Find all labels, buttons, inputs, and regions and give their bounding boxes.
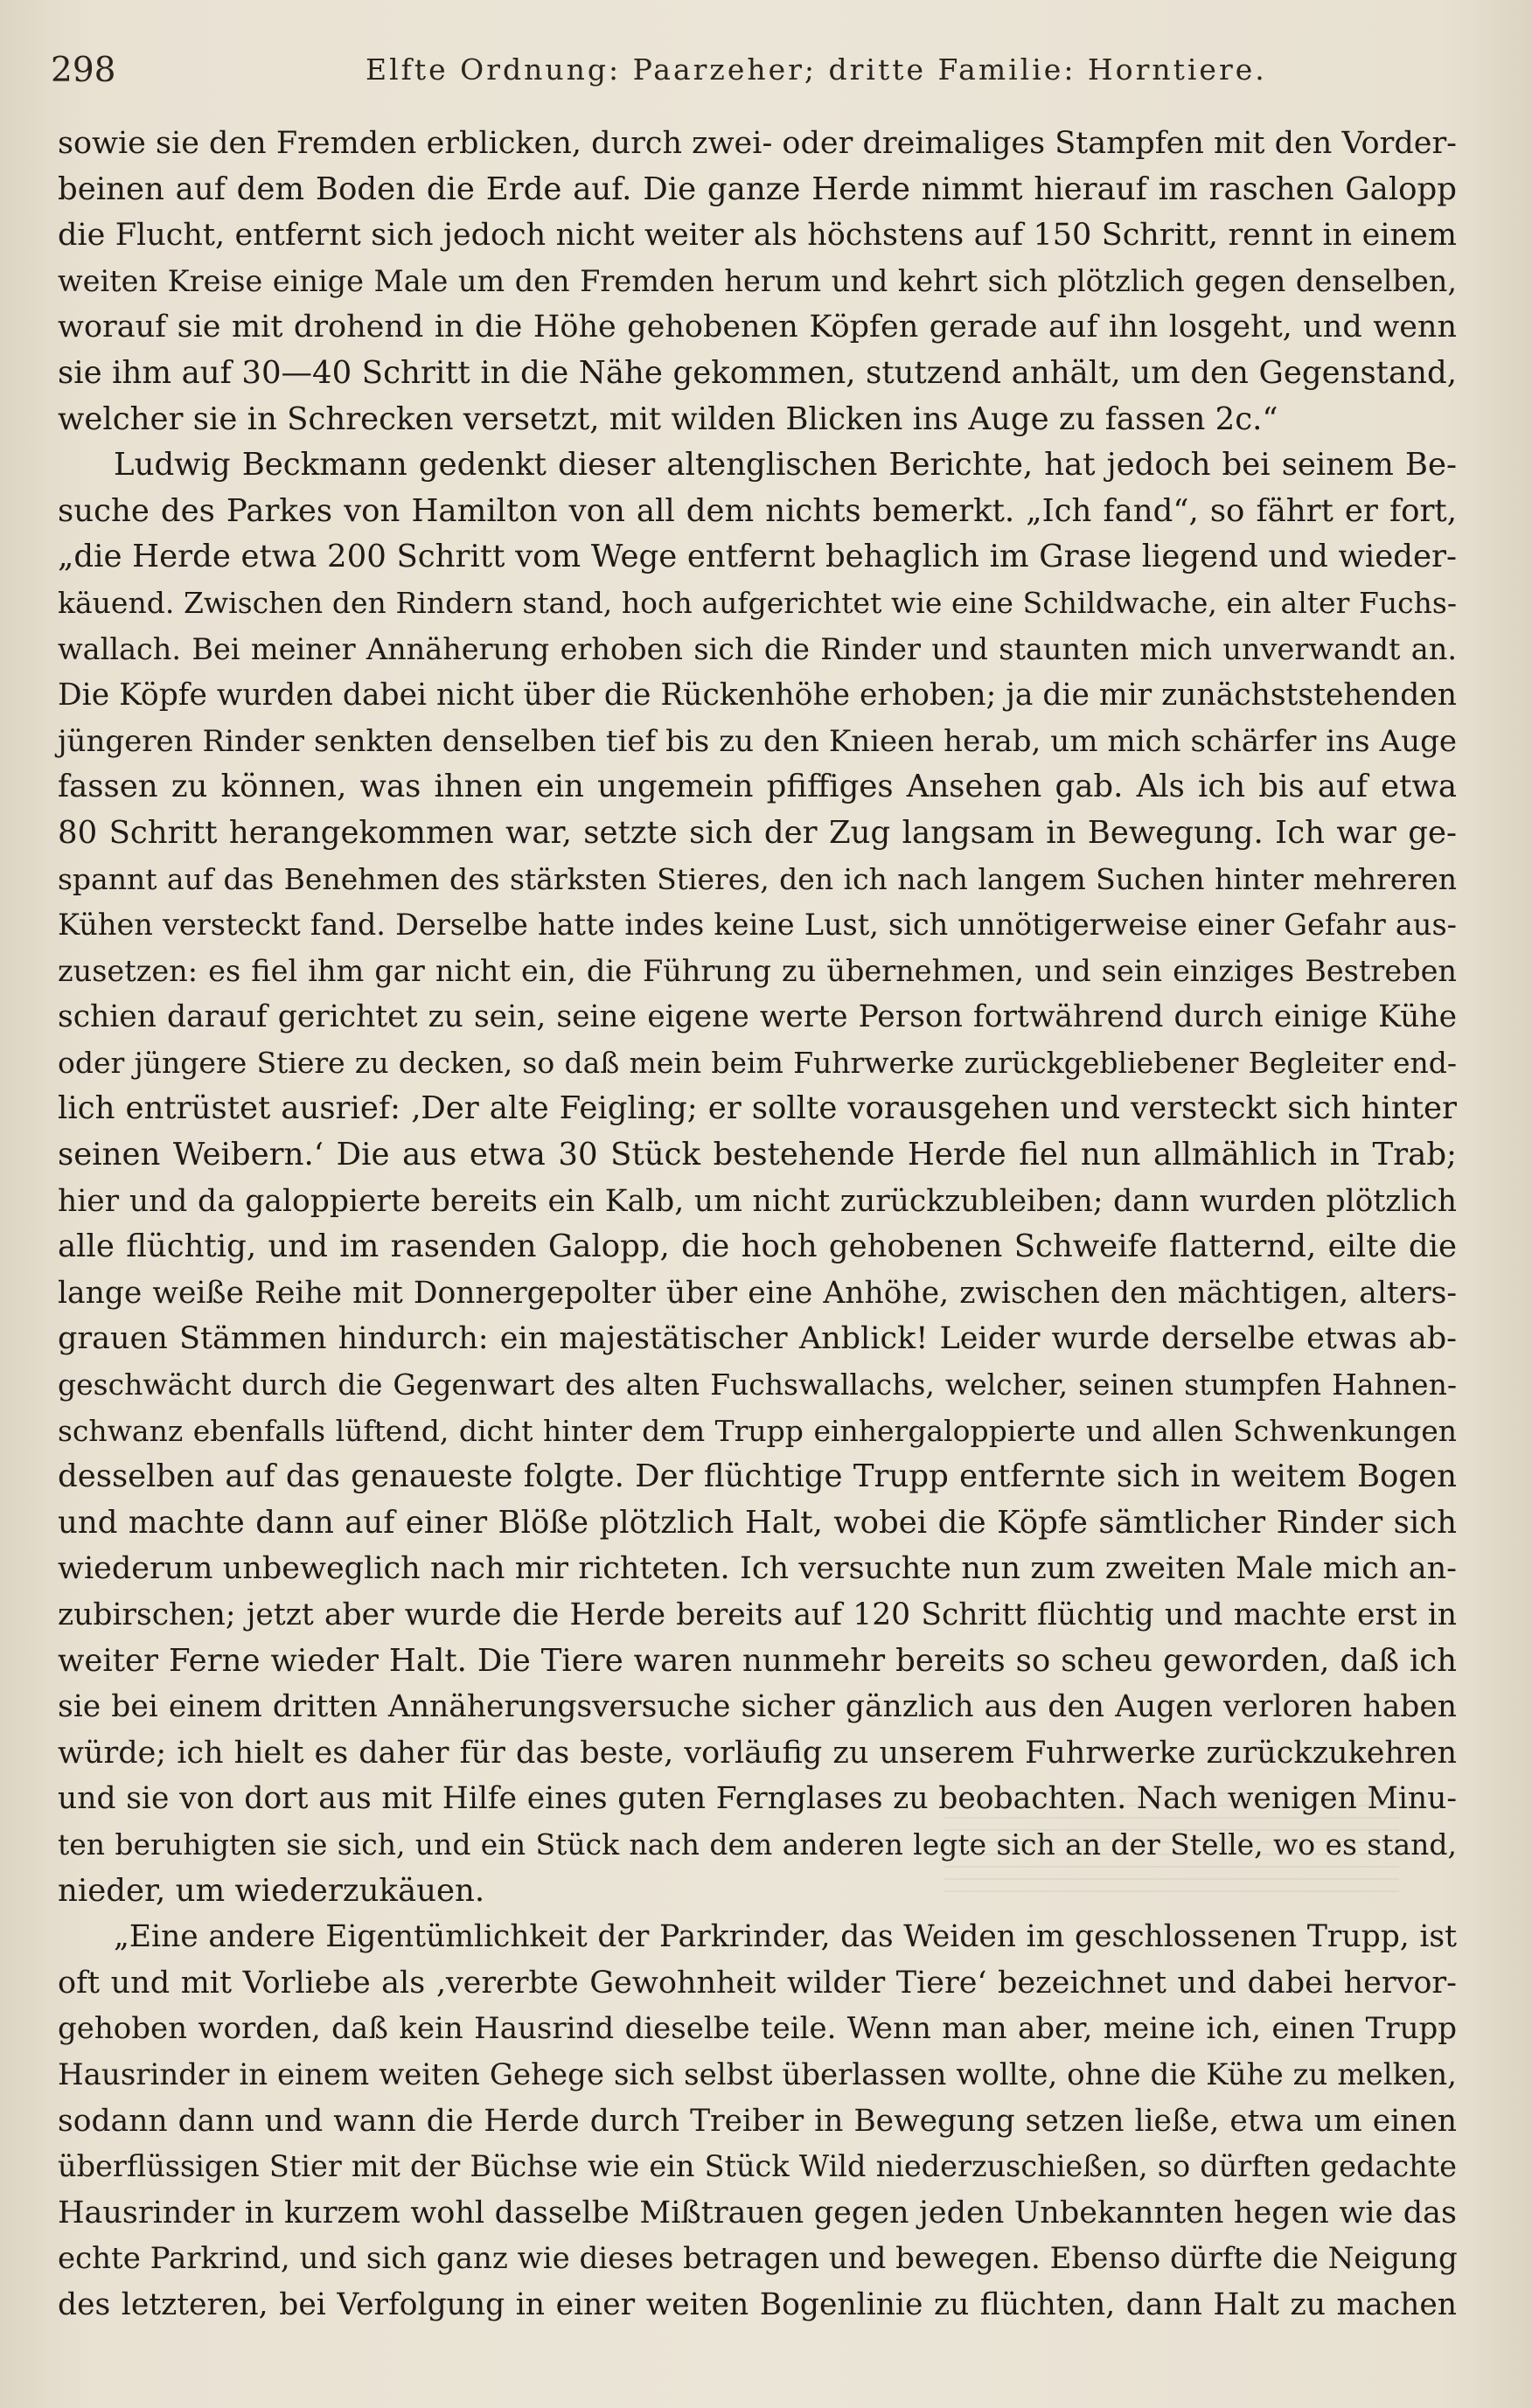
- text-line: nieder, um wiederzukäuen.: [58, 1872, 485, 1909]
- page-number: 298: [51, 51, 116, 90]
- text-line: zubirschen; jetzt aber wurde die Herde bereits auf 120 Schritt flüchtig und machte erst in: [58, 1597, 1457, 1632]
- text-line: „die Herde etwa 200 Schritt vom Wege entfernt behaglich im Grase liegend und wieder-: [58, 539, 1457, 575]
- paragraph: [58, 442, 1457, 1914]
- text-line: lange weiße Reihe mit Donnergepolter über eine Anhöhe, zwischen den mächtigen, alters-: [58, 1275, 1457, 1311]
- text-line: sowie sie den Fremden erblicken, durch zwei- oder dreimaliges Stampfen mit den Vorder-: [58, 126, 1457, 161]
- text-line: oder jüngere Stiere zu decken, so daß mein beim Fuhrwerke zurückgebliebener Begleiter end-: [58, 1045, 1457, 1080]
- text-line: fassen zu können, was ihnen ein ungemein pfiffiges Ansehen gab. Als ich bis auf etwa: [58, 769, 1457, 805]
- text-line: sodann dann und wann die Herde durch Treiber in Bewegung setzen ließe, etwa um einen: [58, 2103, 1457, 2139]
- text-line: ten beruhigten sie sich, und ein Stück nach dem anderen legte sich an der Stelle, wo es stand,: [58, 1827, 1457, 1862]
- text-line: suche des Parkes von Hamilton von all dem nichts bemerkt. „Ich fand“, so fährt er fort,: [58, 492, 1457, 529]
- page-header: [51, 45, 1462, 98]
- text-line: des letzteren, bei Verfolgung in einer weiten Bogenlinie zu flüchten, dann Halt zu machen: [58, 2286, 1457, 2322]
- text-line: „Eine andere Eigentümlichkeit der Parkrinder, das Weiden im geschlossenen Trupp, ist: [114, 1919, 1457, 1955]
- text-line: grauen Stämmen hindurch: ein majestätischer Anblick! Leider wurde derselbe etwas ab-: [58, 1321, 1457, 1357]
- paragraph: [58, 121, 1457, 442]
- text-line: lich entrüstet ausrief: ‚Der alte Feigling; er sollte vorausgehen und versteckt sich hinter: [58, 1090, 1457, 1127]
- text-line: Ludwig Beckmann gedenkt dieser altenglischen Berichte, hat jedoch bei seinem Be-: [114, 447, 1457, 484]
- text-line: und sie von dort aus mit Hilfe eines guten Fernglases zu beobachten. Nach wenigen Minu-: [58, 1781, 1457, 1817]
- text-line: beinen auf dem Boden die Erde auf. Die ganze Herde nimmt hierauf im raschen Galopp: [58, 171, 1457, 207]
- text-line: weiten Kreise einige Male um den Fremden herum und kehrt sich plötzlich gegen denselben,: [58, 263, 1457, 298]
- text-line: welcher sie in Schrecken versetzt, mit wilden Blicken ins Auge zu fassen 2c.“: [58, 400, 1278, 437]
- body-text: [58, 121, 1457, 2328]
- text-line: zusetzen: es fiel ihm gar nicht ein, die Führung zu übernehmen, und sein einziges Bestreben: [58, 953, 1457, 988]
- paragraph: [58, 1914, 1457, 2328]
- text-line: käuend. Zwischen den Rindern stand, hoch aufgerichtet wie eine Schildwache, ein alter Fuchs-: [58, 585, 1457, 620]
- text-line: Hausrinder in kurzem wohl dasselbe Mißtrauen gegen jeden Unbekannten hegen wie das: [58, 2195, 1457, 2231]
- text-line: oft und mit Vorliebe als ‚vererbte Gewohnheit wilder Tiere‘ bezeichnet und dabei hervor-: [58, 1965, 1457, 2001]
- text-line: echte Parkrind, und sich ganz wie dieses betragen und bewegen. Ebenso dürfte die Neigung: [58, 2241, 1458, 2277]
- text-line: wallach. Bei meiner Annäherung erhoben sich die Rinder und staunten mich unverwandt an.: [58, 631, 1457, 666]
- text-line: Hausrinder in einem weiten Gehege sich selbst überlassen wollte, ohne die Kühe zu melken,: [58, 2057, 1457, 2092]
- text-line: hier und da galoppierte bereits ein Kalb, um nicht zurückzubleiben; dann wurden plötzlich: [58, 1183, 1457, 1219]
- text-line: desselben auf das genaueste folgte. Der flüchtige Trupp entfernte sich in weitem Bogen: [58, 1458, 1457, 1495]
- text-line: überflüssigen Stier mit der Büchse wie ein Stück Wild niederzuschießen, so dürften gedachte: [58, 2149, 1457, 2184]
- text-line: spannt auf das Benehmen des stärksten Stieres, den ich nach langem Suchen hinter mehreren: [58, 861, 1457, 896]
- text-line: die Flucht, entfernt sich jedoch nicht weiter als höchstens auf 150 Schritt, rennt in einem: [58, 218, 1457, 254]
- text-line: gehoben worden, daß kein Hausrind dieselbe teile. Wenn man aber, meine ich, einen Trupp: [58, 2011, 1457, 2047]
- running-head: Elfte Ordnung: Paarzeher; dritte Familie: Horntiere.: [366, 52, 1267, 87]
- text-line: würde; ich hielt es daher für das beste, vorläufig zu unserem Fuhrwerke zurückzukehren: [58, 1735, 1457, 1771]
- text-line: geschwächt durch die Gegenwart des alten Fuchswallachs, welcher, seinen stumpfen Hahnen-: [58, 1368, 1457, 1402]
- text-line: sie ihm auf 30—40 Schritt in die Nähe gekommen, stutzend anhält, um den Gegenstand,: [58, 354, 1457, 391]
- text-line: Die Köpfe wurden dabei nicht über die Rückenhöhe erhoben; ja die mir zunächststehenden: [58, 678, 1457, 713]
- text-line: alle flüchtig, und im rasenden Galopp, die hoch gehobenen Schweife flatternd, eilte die: [58, 1228, 1457, 1265]
- text-line: sie bei einem dritten Annäherungsversuche sicher gänzlich aus den Augen verloren haben: [58, 1689, 1457, 1725]
- text-line: 80 Schritt herangekommen war, setzte sich der Zug langsam in Bewegung. Ich war ge-: [58, 814, 1457, 851]
- text-line: schien darauf gerichtet zu sein, seine eigene werte Person fortwährend durch einige Kühe: [58, 999, 1457, 1035]
- text-line: und machte dann auf einer Blöße plötzlich Halt, wobei die Köpfe sämtlicher Rinder sich: [58, 1504, 1457, 1541]
- text-line: worauf sie mit drohend in die Höhe gehobenen Köpfen gerade auf ihn losgeht, und wenn: [58, 310, 1457, 345]
- text-line: weiter Ferne wieder Halt. Die Tiere waren nunmehr bereits so scheu geworden, daß ich: [58, 1642, 1457, 1679]
- text-line: wiederum unbeweglich nach mir richteten. Ich versuchte nun zum zweiten Male mich an-: [58, 1551, 1457, 1587]
- text-line: schwanz ebenfalls lüftend, dicht hinter dem Trupp einhergaloppierte und allen Schwenkungen: [58, 1413, 1457, 1448]
- text-line: seinen Weibern.‘ Die aus etwa 30 Stück bestehende Herde fiel nun allmählich in Trab;: [58, 1137, 1457, 1173]
- text-line: jüngeren Rinder senkten denselben tief bis zu den Knieen herab, um mich schärfer ins Auge: [58, 723, 1457, 759]
- text-line: Kühen versteckt fand. Derselbe hatte indes keine Lust, sich unnötigerweise einer Gefahr aus-: [58, 908, 1457, 943]
